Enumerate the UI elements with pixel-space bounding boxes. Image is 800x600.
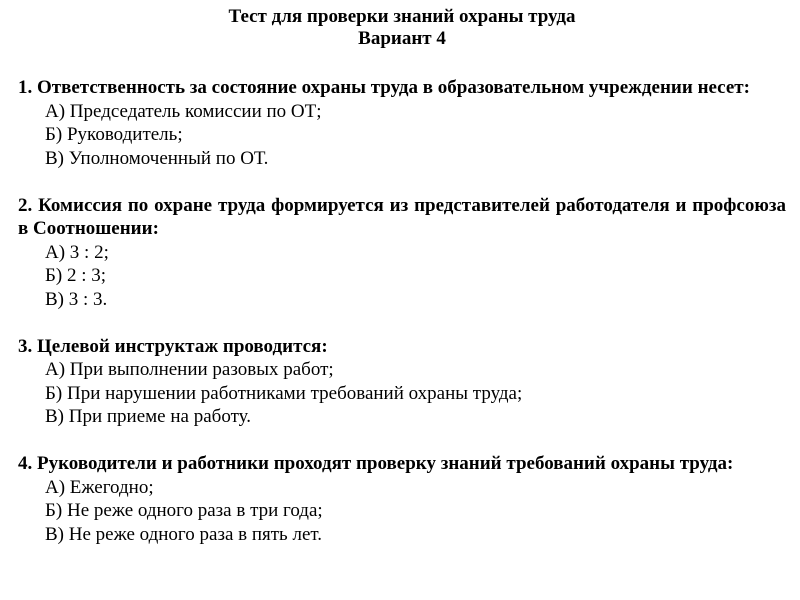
answer-option: А) При выполнении разовых работ; (45, 359, 334, 380)
document-title: Тест для проверки знаний охраны труда (228, 6, 576, 27)
answer-option: В) Уполномоченный по ОТ. (45, 147, 269, 169)
answer-option: А) Ежегодно; (45, 476, 154, 498)
answer-option: Б) При нарушении работниками требований охраны труда; (45, 382, 523, 404)
answer-option: В) При приеме на работу. (45, 406, 251, 427)
answer-option: Б) 2 : 3; (45, 265, 107, 286)
answer-option: А) Председатель комиссии по ОТ; (45, 100, 322, 122)
question-4 (18, 452, 786, 546)
answer-option: В) 3 : 3. (45, 288, 108, 310)
question-text: 2. Комиссия по охране труда формируется из представителей работодателя и профсоюза в Соотношении: (18, 194, 786, 239)
document-page (18, 6, 786, 546)
answer-option: А) 3 : 2; (45, 241, 109, 263)
question-text: 1. Ответственность за состояние охраны труда в образовательном учреждении несет: (18, 77, 750, 98)
question-3 (18, 335, 786, 429)
answer-option: Б) Руководитель; (45, 124, 183, 145)
document-subtitle: Вариант 4 (358, 28, 446, 49)
question-1 (18, 76, 786, 170)
question-2 (18, 194, 786, 312)
answer-option: В) Не реже одного раза в пять лет. (45, 523, 323, 545)
question-text: 3. Целевой инструктаж проводится: (18, 335, 328, 357)
question-text: 4. Руководители и работники проходят проверку знаний требований охраны труда: (18, 453, 734, 474)
answer-option: Б) Не реже одного раза в три года; (45, 500, 323, 521)
